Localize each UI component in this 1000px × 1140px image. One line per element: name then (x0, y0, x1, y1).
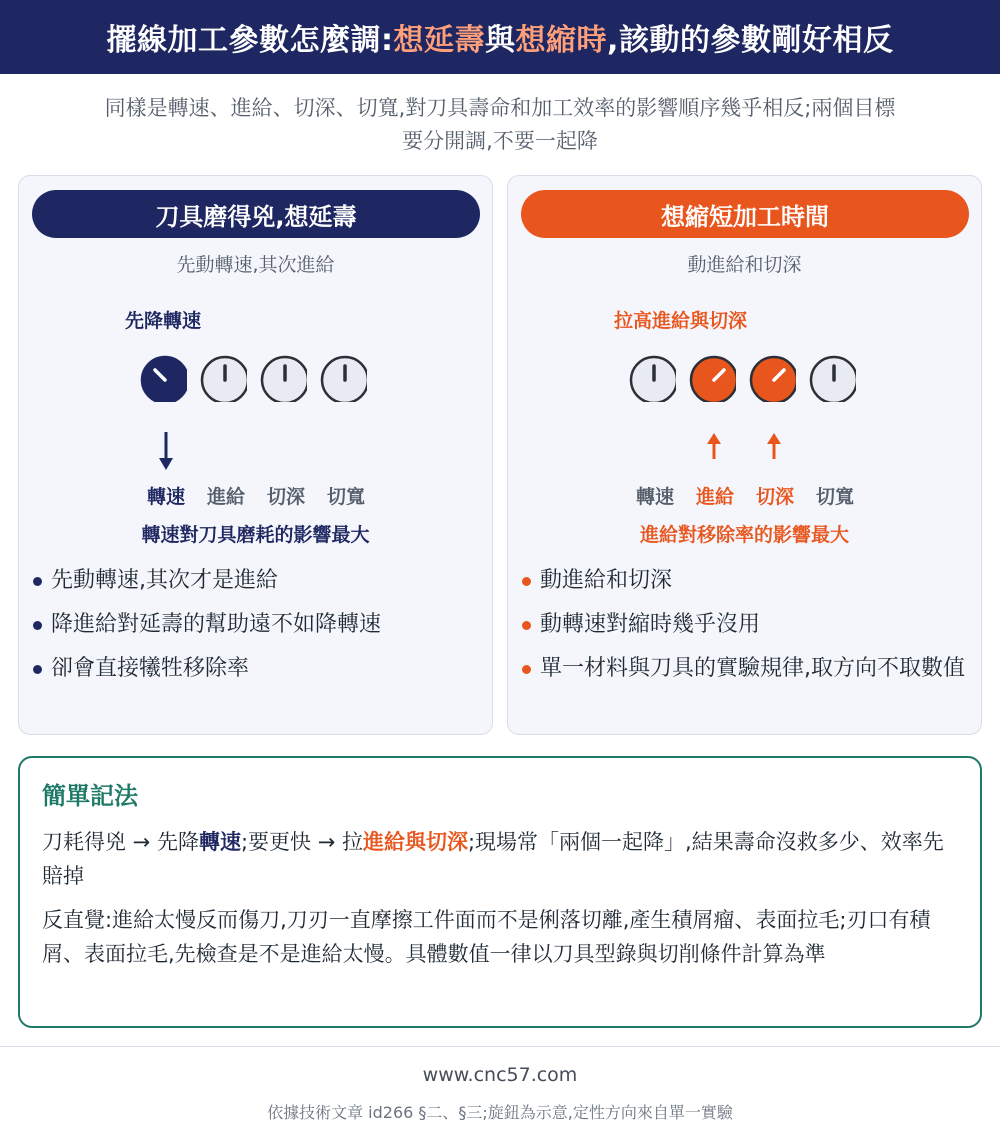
label-speed: 轉速 (146, 486, 185, 508)
title-highlight-shorten-time: 想縮時 (515, 23, 608, 58)
extend-life-bullets (31, 564, 476, 696)
feed-knob-icon (688, 354, 736, 402)
down-arrow-icon (157, 430, 175, 472)
list-item: 先動轉速,其次才是進給 (31, 564, 476, 598)
title-part-3: ,該動的參數剛好相反 (607, 23, 894, 58)
memo-box (18, 756, 982, 1028)
memo-paragraph-1 (42, 825, 958, 893)
memo-title: 簡單記法 (42, 782, 138, 810)
site-url: www.cnc57.com (422, 1064, 578, 1086)
speed-knob-icon (139, 354, 187, 402)
shorten-time-bullets (520, 564, 965, 696)
label-feed: 進給 (206, 486, 245, 508)
memo-highlight-feed-depth: 進給與切深 (362, 830, 468, 854)
depth-knob-icon (748, 354, 796, 402)
memo-text: ;現場常「兩個一起降」,結果壽命沒救多少、效率先賠掉 (42, 830, 944, 888)
list-item: 動轉速對縮時幾乎沒用 (520, 608, 965, 642)
footer-divider (0, 1046, 1000, 1047)
shorten-time-panel (507, 175, 982, 735)
extend-life-title: 刀具磨得兇,想延壽 (32, 190, 480, 238)
parameter-labels (508, 482, 983, 508)
feed-knob-icon (199, 354, 247, 402)
extend-life-panel (18, 175, 493, 735)
shorten-time-subtitle: 動進給和切深 (687, 254, 802, 276)
list-item: 單一材料與刀具的實驗規律,取方向不取數值 (520, 652, 965, 686)
speed-knob-icon (628, 354, 676, 402)
subtitle-line-2: 要分開調,不要一起降 (402, 129, 598, 153)
title-part-2: 與 (485, 23, 516, 58)
shorten-time-title: 想縮短加工時間 (521, 190, 969, 238)
extend-life-subtitle: 先動轉速,其次進給 (176, 254, 335, 276)
comparison-panels (18, 175, 982, 735)
memo-text: 刀耗得兇 → 先降 (42, 830, 199, 854)
up-arrow-icon (766, 432, 782, 460)
label-feed: 進給 (695, 486, 734, 508)
impact-statement: 進給對移除率的影響最大 (639, 524, 849, 546)
width-knob-icon (319, 354, 367, 402)
label-width: 切寬 (326, 486, 365, 508)
knob-section-title: 先降轉速 (125, 310, 202, 332)
list-item: 動進給和切深 (520, 564, 965, 598)
up-arrow-icon (706, 432, 722, 460)
memo-paragraph-2: 反直覺:進給太慢反而傷刀,刀刃一直摩擦工件面而不是俐落切離,產生積屑瘤、表面拉毛;刃口有積屑、表面拉毛,先檢查是不是進給太慢。具體數值一律以刀具型錄與切削條件計算為準 (42, 908, 931, 966)
label-depth: 切深 (266, 486, 305, 508)
list-item: 降進給對延壽的幫助遠不如降轉速 (31, 608, 476, 642)
parameter-labels (19, 482, 494, 508)
list-item: 卻會直接犧牲移除率 (31, 652, 476, 686)
title-part-1: 擺線加工參數怎麼調: (106, 23, 394, 58)
label-width: 切寬 (815, 486, 854, 508)
label-depth: 切深 (755, 486, 794, 508)
title-highlight-extend-life: 想延壽 (393, 23, 486, 58)
knob-section-title: 拉高進給與切深 (614, 310, 748, 332)
label-speed: 轉速 (635, 486, 674, 508)
depth-knob-icon (259, 354, 307, 402)
memo-highlight-speed: 轉速 (198, 830, 241, 854)
subtitle-line-1: 同樣是轉速、進給、切深、切寬,對刀具壽命和加工效率的影響順序幾乎相反;兩個目標 (104, 96, 896, 120)
width-knob-icon (808, 354, 856, 402)
impact-statement: 轉速對刀具磨耗的影響最大 (141, 524, 370, 546)
source-note: 依據技術文章 id266 §二、§三;旋鈕為示意,定性方向來自單一實驗 (267, 1103, 733, 1122)
page-title (0, 0, 1000, 74)
memo-text: ;要更快 → 拉 (240, 830, 363, 854)
